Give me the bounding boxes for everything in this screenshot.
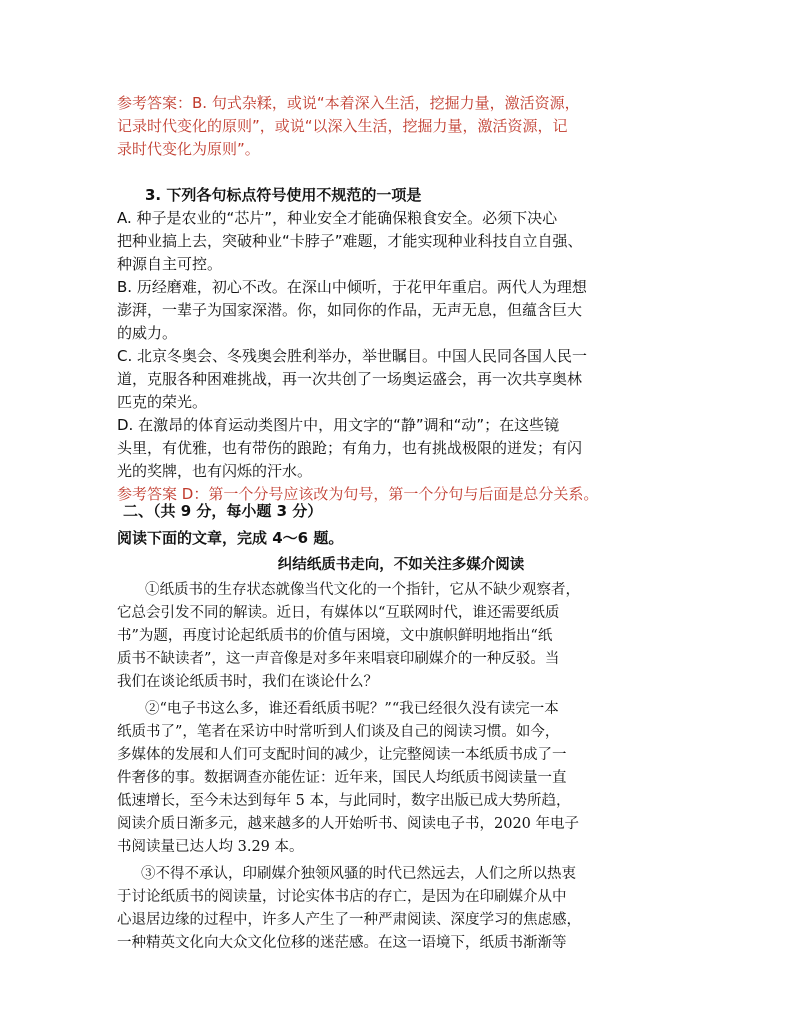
option-line: 匹克的荣光。 bbox=[117, 393, 208, 411]
option-line: D. 在激昂的体育运动类图片中，用文字的“静”调和“动”；在这些镜 bbox=[117, 416, 560, 434]
paragraph-line: 于讨论纸质书的阅读量，讨论实体书店的存亡，是因为在印刷媒介从中 bbox=[117, 889, 567, 905]
answer-block-1 bbox=[117, 92, 685, 161]
paragraph-line: 一种精英文化向大众文化位移的迷茫感。在这一语境下，纸质书渐渐等 bbox=[117, 935, 567, 951]
answer-line: 录时代变化为原则”。 bbox=[117, 140, 260, 158]
option-a bbox=[117, 207, 685, 276]
paragraph-line: 纸质书了”，笔者在采访中时常听到人们谈及自己的阅读习惯。如今， bbox=[117, 724, 560, 740]
paragraph-3 bbox=[117, 863, 685, 955]
section-2-header bbox=[117, 500, 685, 550]
option-b bbox=[117, 276, 685, 345]
paragraph-line: 阅读介质日渐多元，越来越多的人开始听书、阅读电子书，2020 年电子 bbox=[117, 816, 580, 832]
paragraph-line: 低速增长，至今未达到每年 5 本，与此同时，数字出版已成大势所趋， bbox=[117, 793, 571, 809]
paragraph-1 bbox=[117, 579, 685, 694]
option-line: 澎湃，一辈子为国家深潜。你，如同你的作品，无声无息，但蕴含巨大 bbox=[117, 301, 583, 319]
option-line: 光的奖牌，也有闪烁的汗水。 bbox=[117, 462, 313, 480]
paragraph-line: ③不得不承认，印刷媒介独领风骚的时代已然远去，人们之所以热衷 bbox=[141, 866, 576, 882]
answer-line: 参考答案 D：第一个分号应该改为句号，第一个分句与后面是总分关系。 bbox=[117, 485, 599, 503]
paragraph-line: 件奢侈的事。数据调查亦能佐证：近年来，国民人均纸质书阅读量一直 bbox=[117, 770, 567, 786]
section-heading: 二、（共 9 分，每小题 3 分） bbox=[123, 502, 323, 520]
article bbox=[117, 553, 685, 955]
answer-line: 参考答案：B. 句式杂糅，或说“本着深入生活，挖掘力量，激活资源， bbox=[117, 94, 580, 112]
question-stem: 3. 下列各句标点符号使用不规范的一项是 bbox=[145, 186, 422, 204]
option-line: 道，克服各种困难挑战，再一次共创了一场奥运盛会，再一次共享奥林 bbox=[117, 370, 583, 388]
paragraph-line: 书阅读量已达人均 3.29 本。 bbox=[117, 839, 304, 855]
paragraph-line: 心退居边缘的过程中，许多人产生了一种严肃阅读、深度学习的焦虑感， bbox=[117, 912, 581, 928]
paragraph-2 bbox=[117, 698, 685, 859]
option-line: 的威力。 bbox=[117, 324, 178, 342]
paragraph-line: ②“电子书这么多，谁还看纸质书呢？”“我已经很久没有读完一本 bbox=[145, 701, 559, 717]
paragraph-line: 我们在谈论纸质书时，我们在谈论什么？ bbox=[117, 674, 378, 690]
option-line: 把种业搞上去，突破种业“卡脖子”难题，才能实现种业科技自立自强、 bbox=[117, 232, 583, 250]
section-instruction: 阅读下面的文章，完成 4～6 题。 bbox=[117, 529, 344, 547]
option-d bbox=[117, 414, 685, 483]
option-line: B. 历经磨难，初心不改。在深山中倾听，于花甲年重启。两代人为理想 bbox=[117, 278, 587, 296]
paragraph-line: ①纸质书的生存状态就像当代文化的一个指针，它从不缺少观察者， bbox=[145, 582, 580, 598]
paragraph-line: 多媒体的发展和人们可支配时间的减少，让完整阅读一本纸质书成了一 bbox=[117, 747, 567, 763]
option-line: 种源自主可控。 bbox=[117, 255, 223, 273]
option-line: A. 种子是农业的“芯片”，种业安全才能确保粮食安全。必须下决心 bbox=[117, 209, 558, 227]
answer-line: 记录时代变化的原则”，或说“以深入生活，挖掘力量，激活资源，记 bbox=[117, 117, 568, 135]
option-line: C. 北京冬奥会、冬残奥会胜利举办，举世瞩目。中国人民同各国人民一 bbox=[117, 347, 588, 365]
option-line: 头里，有优雅，也有带伤的踉跄；有角力，也有挑战极限的迸发；有闪 bbox=[117, 439, 583, 457]
paragraph-line: 质书不缺读者”，这一声音像是对多年来唱衰印刷媒介的一种反驳。当 bbox=[117, 651, 560, 667]
paragraph-line: 书”为题，再度讨论起纸质书的价值与困境，文中旗帜鲜明地指出“纸 bbox=[117, 628, 553, 644]
paragraph-line: 它总会引发不同的解读。近日，有媒体以“互联网时代，谁还需要纸质 bbox=[117, 605, 560, 621]
article-title: 纠结纸质书走向，不如关注多媒介阅读 bbox=[277, 556, 525, 573]
question-3 bbox=[117, 184, 685, 506]
option-c bbox=[117, 345, 685, 414]
